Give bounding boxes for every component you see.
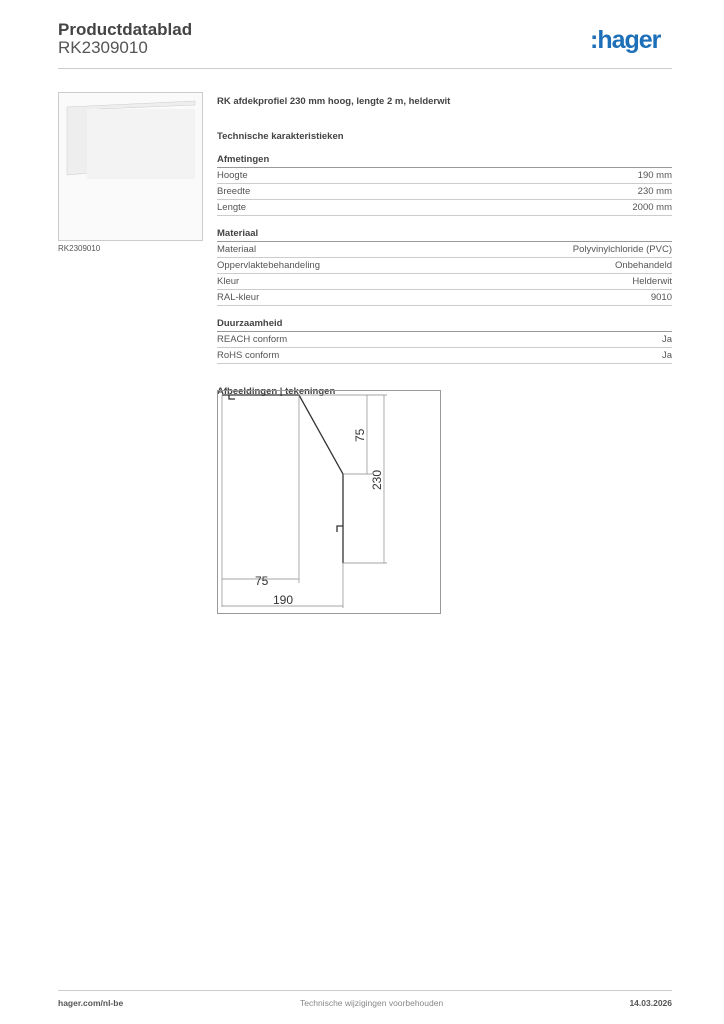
- spec-label: RoHS conform: [217, 350, 280, 361]
- dim-total-height: 230: [370, 469, 384, 490]
- spec-row: [217, 258, 672, 274]
- footer-url[interactable]: hager.com/nl-be: [58, 998, 124, 1008]
- spec-value: 9010: [650, 292, 672, 303]
- footer-date: 14.03.2026: [629, 998, 672, 1008]
- spec-value: Helderwit: [632, 276, 672, 287]
- section-title: Afmetingen: [217, 154, 672, 168]
- spec-label: RAL-kleur: [217, 292, 260, 303]
- page-title: Productdatablad: [58, 20, 193, 39]
- drawings-title: Afbeeldingen | tekeningen: [217, 386, 336, 397]
- hager-logo: :hager: [590, 26, 661, 54]
- spec-row: [217, 290, 672, 306]
- spec-value: Ja: [661, 350, 672, 361]
- spec-row: [217, 168, 672, 184]
- spec-row: [217, 274, 672, 290]
- image-caption: RK2309010: [58, 244, 101, 253]
- spec-row: [217, 242, 672, 258]
- footer-divider: [58, 990, 672, 991]
- spec-value: Polyvinylchloride (PVC): [572, 244, 672, 255]
- spec-label: Hoogte: [217, 170, 248, 181]
- spec-label: REACH conform: [217, 334, 288, 345]
- tech-title: Technische karakteristieken: [217, 131, 344, 142]
- footer-note: Technische wijzigingen voorbehouden: [300, 998, 444, 1008]
- dim-total-width: 190: [273, 593, 294, 607]
- spec-row: [217, 332, 672, 348]
- product-code: RK2309010: [58, 38, 148, 57]
- spec-panel: [217, 96, 672, 397]
- spec-row: [217, 184, 672, 200]
- spec-label: Breedte: [217, 186, 251, 197]
- dim-top-height: 75: [353, 428, 367, 442]
- spec-value: Onbehandeld: [614, 260, 672, 271]
- spec-value: 230 mm: [637, 186, 672, 197]
- spec-row: [217, 348, 672, 364]
- section-title: Duurzaamheid: [217, 318, 672, 332]
- dim-inner-width: 75: [255, 574, 269, 588]
- spec-value: 190 mm: [637, 170, 672, 181]
- spec-label: Materiaal: [217, 244, 257, 255]
- spec-value: 2000 mm: [632, 202, 672, 213]
- section-title: Materiaal: [217, 228, 672, 242]
- product-image: [58, 92, 203, 241]
- spec-label: Lengte: [217, 202, 247, 213]
- header-divider: [58, 68, 672, 69]
- spec-row: [217, 200, 672, 216]
- spec-label: Oppervlaktebehandeling: [217, 260, 320, 271]
- spec-value: Ja: [661, 334, 672, 345]
- spec-label: Kleur: [217, 276, 240, 287]
- product-description: RK afdekprofiel 230 mm hoog, lengte 2 m, helderwit: [217, 96, 451, 107]
- technical-drawing: [217, 390, 441, 614]
